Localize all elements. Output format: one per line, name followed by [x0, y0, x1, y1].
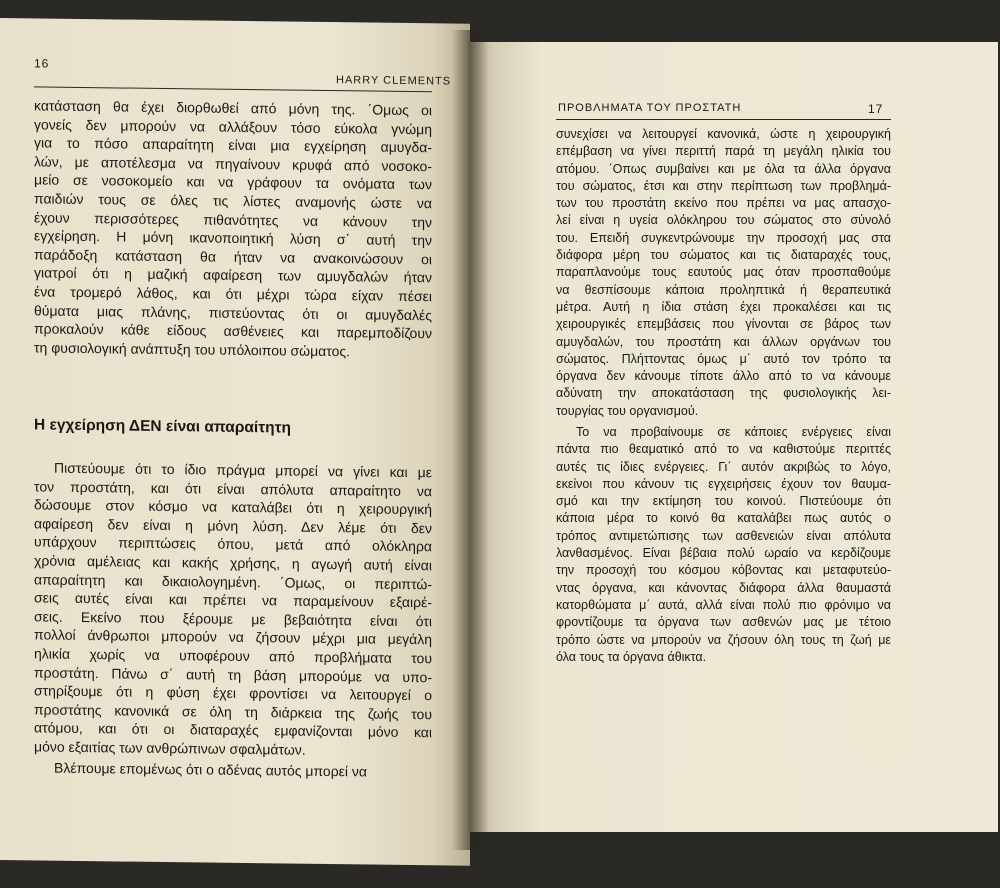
- right-paragraph-1: [556, 126, 891, 420]
- text-line: Πιστεύουμε ότι το ίδιο πράγμα μπορεί να γίνει και με: [54, 459, 432, 481]
- header-rule-right: [556, 119, 891, 120]
- text-line: επέμβαση να γίνει περιττή παρά τη μεγάλη ηλικία του: [556, 144, 891, 159]
- text-line: παραπλανούμε τους εαυτούς μας όταν προσπαθούμε: [556, 265, 891, 280]
- text-line: πολλοί άνθρωποι μπορούν να ζήσουν μέχρι μια μεγάλη: [34, 626, 432, 648]
- left-page: [0, 18, 470, 866]
- text-line: μέτρα. Αυτή η ίδια στάση έχει προκαλέσει και τις: [556, 299, 891, 314]
- page-number-right: 17: [868, 102, 884, 116]
- text-line: παράδοξη κατάσταση θα ήταν να ανακοινώσουν οι: [34, 246, 432, 268]
- left-paragraph-3: [34, 758, 432, 781]
- text-line: γονείς δεν μπορούν να αλλάξουν τόσο εύκολα γνώμη: [34, 116, 432, 137]
- text-line: όργανα δεν κάνουμε τίποτε άλλο από το να κάνουμε: [556, 369, 891, 384]
- running-head-right: ΠΡΟΒΛΗΜΑΤΑ ΤΟΥ ΠΡΟΣΤΑΤΗ: [558, 102, 742, 114]
- text-line: συνεχίσει να λειτουργεί κανονικά, ώστε η χειρουργική: [556, 127, 891, 141]
- text-line: του. Επειδή συγκεντρώνουμε την προσοχή μας στα: [556, 230, 891, 245]
- text-line: λών, με αποτέλεσμα να πηγαίνουν κρυφά από νοσοκο-: [34, 153, 432, 175]
- text-line: τη φυσιολογική ανάπτυξη του υπόλοιπου σώματος.: [34, 339, 351, 359]
- text-line: τρόπο ώστε να μπορούν να ζήσουν όλη τους τη ζωή με: [556, 632, 891, 647]
- section-heading: Η εγχείρηση ΔΕΝ είναι απαραίτητη: [34, 416, 292, 437]
- text-line: γιατροί ότι η μαζική αφαίρεση των αμυγδαλών ήταν: [34, 264, 432, 286]
- left-paragraph-1: [34, 96, 432, 361]
- text-line: μείο σε νοσοκομείο και να γράφουν τα ονόματα των: [34, 171, 432, 193]
- text-line: φροντίζουμε τα όργανα των ασθενών μας με τέτοιο: [556, 615, 891, 630]
- text-line: χειρουργικές επεμβάσεις που γίνονται σε βάρος των: [556, 317, 891, 332]
- right-page: [468, 42, 998, 832]
- text-line: πάντα πιο θεαματικό από το να καθιστούμε περιττές: [556, 442, 891, 457]
- text-line: για το πόσο απαραίτητη είναι μια εγχείρηση αμυγδα-: [34, 134, 432, 156]
- right-paragraph-2: [556, 424, 891, 666]
- text-line: όλα τους τα όργανα άθικτα.: [556, 649, 707, 664]
- text-line: διάφορα μέρη του σώματος και τις διαταραχές τους,: [556, 248, 891, 263]
- page-number-left: 16: [34, 56, 50, 71]
- text-line: υπάρχουν περιπτώσεις όπου, μετά από ολόκληρα: [34, 533, 432, 555]
- text-line: χρόνια αμέλειας και κακής χρήσης, η αγωγή αυτή είναι: [34, 552, 432, 574]
- left-paragraph-2: [34, 458, 432, 760]
- text-line: κατορθώματα μ΄ αυτά, αλλά είναι πολύ πιο φρόνιμο να: [556, 597, 891, 612]
- text-line: θύματα μιας πλάνης, πιστεύοντας ότι οι αμυγδαλές: [34, 301, 432, 323]
- text-line: αυτές τις ίδιες ενέργειες. Γι΄ αυτόν ακριβώς το λόγο,: [556, 459, 891, 474]
- text-line: παιδιών τους σε όλες τις λίστες αναμονής ώστε να: [34, 190, 432, 212]
- text-line: σώματος. Πλήττοντας όμως μ΄ αυτό τον τρόπο τα: [556, 351, 891, 366]
- text-line: εκείνοι που κάνουν τις εγχειρήσεις έχουν τον θαυμα-: [556, 476, 891, 491]
- text-line: προκαλούν κάθε είδους ασθένειες και παρεμποδίζουν: [34, 320, 432, 342]
- text-line: απαραίτητη και δικαιολογημένη. ΄Ομως, οι περιπτώ-: [34, 570, 432, 592]
- text-line: Το να προβαίνουμε σε κάποιες ενέργειες είναι: [576, 425, 891, 439]
- text-line: λεί είναι η υγεία ολόκληρου του σώματος στο σύνολό: [556, 213, 891, 228]
- text-line: ένα τρομερό λάθος, και ότι μέχρι τώρα είχαν πέσει: [34, 283, 432, 305]
- text-line: κατάσταση θα έχει διορθωθεί από μόνη της. ΄Ομως οι: [34, 97, 432, 119]
- text-line: τρόπος αντιμετώπισης των ασθενειών είναι απόλυτα: [556, 528, 891, 543]
- text-line: σεις. Εκείνο που ξέρουμε με βεβαιότητα είναι ότι: [34, 608, 432, 630]
- text-line: τον προστάτη, και ότι είναι απόλυτα απαραίτητο να: [34, 478, 432, 499]
- text-line: στηρίξουμε ότι η φύση έχει φροντίσει να λειτουργεί ο: [34, 682, 432, 704]
- text-line: προστάτης κανονικά σε όλη τη διάρκεια της ζωής του: [34, 701, 432, 722]
- text-line: έχουν περισσότερες πιθανότητες να κάνουν την: [34, 208, 432, 230]
- text-line: λανθασμένος. Είναι βέβαια πολύ ωραίο να κερδίζουμε: [556, 546, 891, 561]
- text-line: των του προστάτη εκείνο που πρέπει να μας απασχο-: [556, 196, 891, 211]
- text-line: εγχείρηση. Η μόνη ικανοποιητική λύση σ΄ αυτή την: [34, 227, 432, 249]
- text-line: αμυγδαλών, του προστάτη και άλλων οργάνων του: [556, 334, 891, 349]
- text-line: την προσοχή του κόσμου κόβοντας και μεταφυτεύο-: [556, 563, 891, 578]
- text-line: ντας όργανα, και κάνοντας διάφορα άλλα θαυμαστά: [556, 580, 891, 595]
- text-line: ηλικία χωρίς να υποφέρουν από προβλήματα του: [34, 645, 432, 667]
- text-line: προστάτη. Πάνω σ΄ αυτή τη βάση μπορούμε να υπο-: [34, 663, 432, 685]
- text-line: του σώματος, έτσι και στην περίπτωση των προβλημά-: [556, 178, 891, 193]
- text-line: τουργίας του οργανισμού.: [556, 403, 699, 418]
- text-line: κάποια μέρα το κοινό θα καταλάβει πως αυτός ο: [556, 511, 891, 526]
- header-rule-left: [34, 86, 432, 92]
- text-line: δώσουμε στον κόσμο να καταλάβει ότι η χειρουργική: [34, 496, 432, 518]
- text-line: σμό και την εκτίμηση του κοινού. Πιστεύουμε ότι: [556, 494, 891, 509]
- text-line: να θεσπίσουμε κάποια προληπτικά ή θεραπευτικά: [556, 282, 891, 297]
- text-line: αδύνατη την αποκατάσταση της φυσιολογικής λει-: [556, 386, 891, 401]
- text-line: ατόμου, και ότι οι διαταραχές εμφανίζονται μόνο και: [34, 719, 432, 741]
- text-line: ατόμου. ΄Οπως συμβαίνει και με όλα τα άλλα όργανα: [556, 161, 891, 176]
- running-head-left: HARRY CLEMENTS: [336, 74, 452, 88]
- text-line: μόνο εξαιτίας των ανθρώπινων σφαλμάτων.: [34, 738, 306, 758]
- text-line: σεις αυτές είναι και πρέπει να παραμείνουν εξαιρέ-: [34, 589, 432, 611]
- text-line: Βλέπουμε επομένως ότι ο αδένας αυτός μπορεί να: [54, 759, 368, 780]
- text-line: αφαίρεση δεν είναι η μόνη λύση. Δεν λέμε ότι δεν: [34, 515, 432, 537]
